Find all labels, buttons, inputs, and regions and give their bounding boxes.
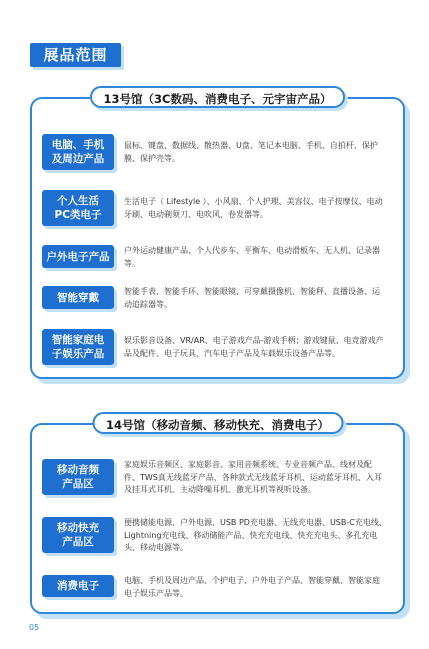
section-title: 展品范围 (43, 46, 108, 64)
category-label: 移动音频 产品区 (42, 459, 114, 495)
category-label: 智能家庭电 子娱乐产品 (42, 329, 114, 365)
hall-13-title (90, 86, 346, 108)
category-label: 移动快充 产品区 (42, 517, 114, 553)
category-description: 电脑、手机及周边产品、个护电子、户外电子产品、智能穿戴、智能家庭电子娱乐产品等。 (124, 576, 380, 598)
category-description: 智能手表、智能手环、智能眼镜、可穿戴摄像机、智能秤、直播设备、运动追踪器等。 (124, 287, 380, 309)
hall-14-title-text: 14号馆（移动音频、移动快充、消费电子） (105, 418, 330, 432)
category-description: 户外运动健康产品、个人代步车、平衡车、电动滑板车、无人机、记录器等。 (124, 246, 380, 268)
category-label: 电脑、手机 及周边产品 (42, 134, 114, 170)
category-description: 鼠标、键盘、数据线、散热器、U盘、笔记本电脑、手机、自拍杆、保护膜、保护壳等。 (124, 141, 378, 163)
category-description: 娱乐影音设备、VR/AR、电子游戏产品-游戏手柄；游戏键鼠、电竞游戏产品及配件、电子玩具、汽车电子产品及车载娱乐设备产品等。 (124, 336, 384, 358)
section-header (30, 43, 121, 67)
category-label: 消费电子 (42, 575, 114, 597)
hall-13-title-text: 13号馆（3C数码、消费电子、元宇宙产品） (103, 92, 332, 106)
category-label: 个人生活 PC类电子 (42, 190, 114, 226)
page-number: 05 (29, 623, 40, 632)
category-description: 家庭娱乐音频区、家庭影音、家用音频系统、专业音频产品、线材及配件、TWS真无线蓝牙产品、各种款式无线蓝牙耳机、运动蓝牙耳机、入耳及挂耳式耳机、主动降噪耳机、激光耳机等视听设备。 (124, 460, 382, 494)
category-description: 便携储能电源、户外电源、USB PD充电器、无线充电器、USB-C充电线、Lightning充电线、移动储能产品、快充充电线、快充充电头、多孔充电头、移动电源等。 (124, 518, 387, 552)
category-label: 户外电子产品 (42, 245, 114, 268)
category-description: 生活电子（ Lifestyle ）、小风扇、个人护理、美容仪、电子按摩仪、电动牙刷、电动剃须刀、电吹风、卷发器等。 (124, 197, 383, 219)
hall-14-panel (30, 418, 405, 614)
hall-13-panel (30, 92, 405, 379)
hall-14-title (92, 412, 343, 434)
category-label: 智能穿戴 (42, 286, 114, 309)
